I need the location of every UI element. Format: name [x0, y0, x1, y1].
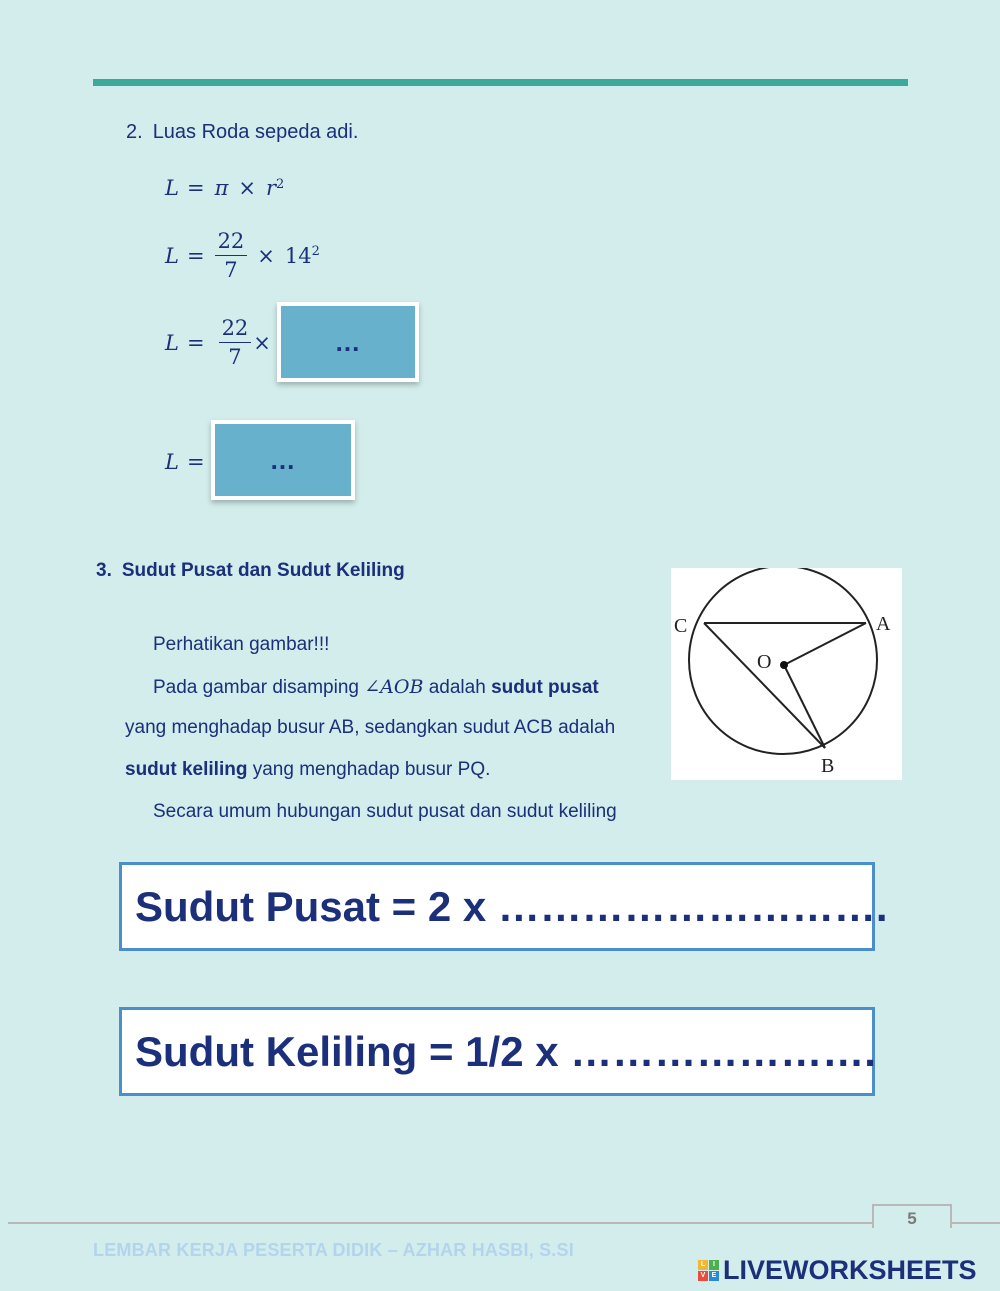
- answer-input-2[interactable]: ...: [211, 420, 355, 500]
- circle: [689, 568, 877, 754]
- times-sign: ×: [257, 243, 275, 268]
- fraction-denominator: 7: [228, 345, 242, 369]
- var-L: L: [165, 330, 179, 355]
- formula-sudut-pusat: Sudut Pusat = 2 x ……………………….: [119, 862, 875, 951]
- logo-tile-e: E: [709, 1271, 719, 1281]
- line-4-text: yang menghadap busur PQ.: [247, 759, 491, 780]
- center-point-o: [780, 661, 788, 669]
- exponent: 2: [311, 244, 320, 259]
- liveworksheets-icon: [698, 1260, 719, 1281]
- fraction: [219, 316, 252, 369]
- times-sign: ×: [253, 330, 271, 355]
- var-L: L: [165, 450, 179, 474]
- footer-text: LEMBAR KERJA PESERTA DIDIK – AZHAR HASBI, S.SI: [93, 1240, 574, 1260]
- equals-sign: =: [186, 450, 205, 474]
- label-a: A: [876, 613, 891, 635]
- paragraph-line-3: yang menghadap busur AB, sedangkan sudut ACB adalah: [125, 717, 616, 738]
- term-sudut-pusat: sudut pusat: [491, 677, 599, 698]
- section-3-title: [96, 560, 405, 582]
- number-14: 14: [284, 243, 312, 268]
- var-L: L: [165, 243, 179, 268]
- line-2-text-a: Pada gambar disamping: [153, 677, 365, 698]
- equation-4: [165, 450, 205, 474]
- times-sign: ×: [238, 176, 256, 200]
- fraction-denominator: 7: [224, 258, 238, 282]
- footer-divider: [8, 1222, 872, 1224]
- equation-2: [165, 229, 320, 282]
- logo-tile-i: I: [709, 1260, 719, 1270]
- top-rule: [93, 79, 908, 86]
- exponent: 2: [276, 176, 285, 192]
- circle-figure: [671, 568, 902, 780]
- paragraph-line-2: [153, 676, 599, 699]
- radius-oa: [784, 623, 866, 665]
- angle-aob: ∠AOB: [364, 676, 424, 698]
- var-r: r: [265, 176, 277, 200]
- chord-cb: [704, 623, 825, 748]
- equation-3: [165, 316, 271, 369]
- circle-diagram: [671, 568, 902, 780]
- radius-ob: [784, 665, 825, 748]
- item-2-number: 2.: [126, 121, 143, 143]
- footer-divider-right: [952, 1222, 1000, 1224]
- var-L: L: [165, 176, 179, 200]
- label-b: B: [821, 755, 835, 777]
- fraction-numerator: 22: [219, 316, 252, 343]
- paragraph-line-4: [125, 759, 490, 781]
- logo-tile-v: V: [698, 1271, 708, 1281]
- line-2-text-b: adalah: [423, 677, 492, 698]
- label-c: C: [674, 615, 688, 637]
- equals-sign: =: [186, 243, 205, 268]
- fraction-numerator: 22: [215, 229, 248, 256]
- paragraph-line-1: Perhatikan gambar!!!: [153, 634, 330, 655]
- label-o: O: [757, 651, 772, 673]
- equation-1: [165, 176, 284, 200]
- formula-sudut-keliling: Sudut Keliling = 1/2 x ………………….: [119, 1007, 875, 1096]
- equals-sign: =: [186, 330, 205, 355]
- logo-tile-l: L: [698, 1260, 708, 1270]
- liveworksheets-wordmark: LIVEWORKSHEETS: [723, 1255, 977, 1285]
- section-3-number: 3.: [96, 560, 112, 581]
- liveworksheets-logo[interactable]: [698, 1255, 977, 1286]
- page-number: 5: [872, 1204, 952, 1228]
- fraction: [215, 229, 248, 282]
- equals-sign: =: [186, 176, 205, 200]
- item-2-heading: [126, 121, 358, 144]
- term-sudut-keliling: sudut keliling: [125, 759, 248, 780]
- answer-input-1[interactable]: ...: [277, 302, 419, 382]
- item-2-text: Luas Roda sepeda adi.: [152, 121, 359, 143]
- pi-symbol: π: [214, 176, 229, 200]
- section-3-title-text: Sudut Pusat dan Sudut Keliling: [121, 560, 405, 581]
- paragraph-line-5: Secara umum hubungan sudut pusat dan sudut keliling: [153, 801, 617, 822]
